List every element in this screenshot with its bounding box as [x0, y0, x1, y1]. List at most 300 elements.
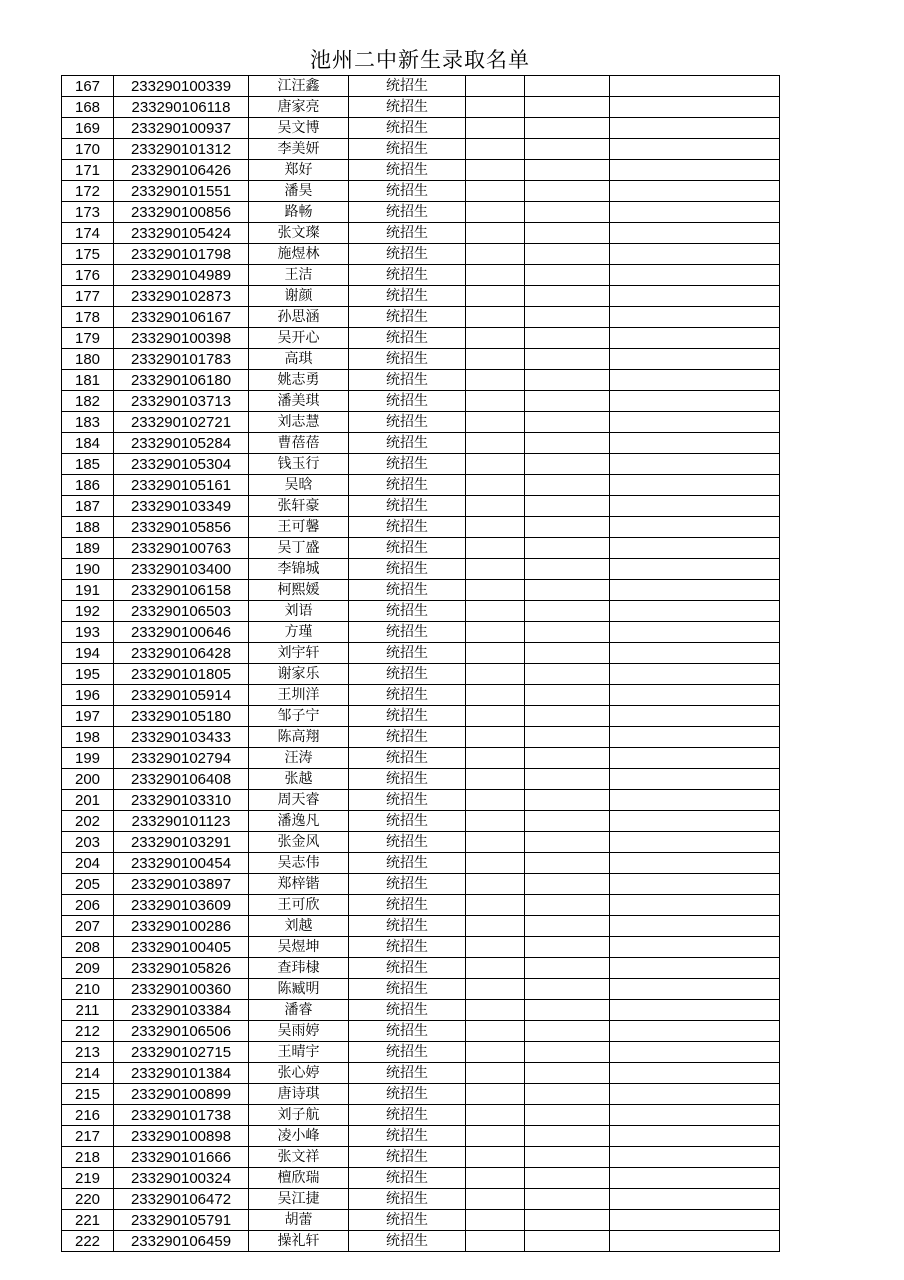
cell-seq: 185 — [62, 454, 114, 475]
cell-category: 统招生 — [349, 601, 466, 622]
cell-empty — [525, 811, 610, 832]
cell-seq: 187 — [62, 496, 114, 517]
cell-exam-number: 233290103310 — [114, 790, 249, 811]
cell-student-name: 李美妍 — [249, 139, 349, 160]
cell-empty — [525, 349, 610, 370]
cell-exam-number: 233290100937 — [114, 118, 249, 139]
cell-empty — [525, 685, 610, 706]
cell-student-name: 吴雨婷 — [249, 1021, 349, 1042]
cell-exam-number: 233290101312 — [114, 139, 249, 160]
cell-category: 统招生 — [349, 685, 466, 706]
cell-seq: 207 — [62, 916, 114, 937]
cell-student-name: 查玮棣 — [249, 958, 349, 979]
cell-exam-number: 233290103291 — [114, 832, 249, 853]
cell-category: 统招生 — [349, 853, 466, 874]
cell-empty — [466, 874, 525, 895]
cell-seq: 181 — [62, 370, 114, 391]
cell-empty — [610, 307, 780, 328]
cell-exam-number: 233290105914 — [114, 685, 249, 706]
cell-student-name: 张金风 — [249, 832, 349, 853]
cell-category: 统招生 — [349, 1147, 466, 1168]
table-row — [62, 601, 780, 622]
cell-student-name: 刘宇轩 — [249, 643, 349, 664]
cell-empty — [525, 76, 610, 97]
cell-exam-number: 233290101123 — [114, 811, 249, 832]
cell-empty — [466, 202, 525, 223]
table-row — [62, 706, 780, 727]
cell-empty — [466, 349, 525, 370]
cell-category: 统招生 — [349, 307, 466, 328]
cell-student-name: 钱玉行 — [249, 454, 349, 475]
cell-empty — [610, 1147, 780, 1168]
cell-empty — [466, 979, 525, 1000]
cell-exam-number: 233290105424 — [114, 223, 249, 244]
cell-empty — [525, 979, 610, 1000]
cell-empty — [525, 118, 610, 139]
cell-student-name: 刘子航 — [249, 1105, 349, 1126]
cell-empty — [610, 1105, 780, 1126]
cell-seq: 203 — [62, 832, 114, 853]
cell-exam-number: 233290105161 — [114, 475, 249, 496]
table-row — [62, 223, 780, 244]
table-row — [62, 1063, 780, 1084]
cell-seq: 197 — [62, 706, 114, 727]
cell-empty — [466, 97, 525, 118]
cell-category: 统招生 — [349, 202, 466, 223]
cell-empty — [466, 1210, 525, 1231]
cell-empty — [525, 601, 610, 622]
cell-empty — [525, 244, 610, 265]
cell-exam-number: 233290106428 — [114, 643, 249, 664]
table-row — [62, 1105, 780, 1126]
cell-exam-number: 233290102715 — [114, 1042, 249, 1063]
cell-student-name: 刘语 — [249, 601, 349, 622]
cell-seq: 212 — [62, 1021, 114, 1042]
cell-empty — [610, 790, 780, 811]
cell-category: 统招生 — [349, 349, 466, 370]
cell-category: 统招生 — [349, 160, 466, 181]
cell-category: 统招生 — [349, 433, 466, 454]
cell-empty — [466, 517, 525, 538]
cell-empty — [610, 1189, 780, 1210]
cell-exam-number: 233290106180 — [114, 370, 249, 391]
cell-empty — [610, 286, 780, 307]
cell-empty — [466, 454, 525, 475]
cell-category: 统招生 — [349, 538, 466, 559]
cell-empty — [610, 412, 780, 433]
table-row — [62, 811, 780, 832]
cell-exam-number: 233290101805 — [114, 664, 249, 685]
cell-empty — [610, 853, 780, 874]
cell-empty — [466, 139, 525, 160]
table-row — [62, 790, 780, 811]
cell-exam-number: 233290100286 — [114, 916, 249, 937]
table-row — [62, 328, 780, 349]
table-row — [62, 664, 780, 685]
cell-category: 统招生 — [349, 1084, 466, 1105]
cell-student-name: 方瑾 — [249, 622, 349, 643]
cell-empty — [610, 937, 780, 958]
cell-empty — [525, 202, 610, 223]
cell-student-name: 郑梓锴 — [249, 874, 349, 895]
cell-empty — [525, 916, 610, 937]
cell-empty — [525, 748, 610, 769]
cell-student-name: 唐家亮 — [249, 97, 349, 118]
cell-empty — [466, 580, 525, 601]
cell-exam-number: 233290106408 — [114, 769, 249, 790]
table-row — [62, 559, 780, 580]
cell-empty — [466, 160, 525, 181]
cell-empty — [610, 1168, 780, 1189]
cell-empty — [525, 496, 610, 517]
cell-student-name: 陈臧明 — [249, 979, 349, 1000]
table-row — [62, 685, 780, 706]
table-row — [62, 370, 780, 391]
cell-category: 统招生 — [349, 118, 466, 139]
cell-empty — [610, 1063, 780, 1084]
cell-student-name: 吴开心 — [249, 328, 349, 349]
cell-empty — [610, 76, 780, 97]
cell-seq: 173 — [62, 202, 114, 223]
cell-exam-number: 233290100398 — [114, 328, 249, 349]
cell-student-name: 张文祥 — [249, 1147, 349, 1168]
cell-empty — [466, 1231, 525, 1252]
cell-exam-number: 233290100646 — [114, 622, 249, 643]
cell-empty — [525, 1147, 610, 1168]
cell-exam-number: 233290100856 — [114, 202, 249, 223]
cell-category: 统招生 — [349, 1168, 466, 1189]
cell-empty — [610, 349, 780, 370]
table-row — [62, 727, 780, 748]
cell-category: 统招生 — [349, 1105, 466, 1126]
cell-seq: 176 — [62, 265, 114, 286]
table-row — [62, 1000, 780, 1021]
cell-empty — [610, 874, 780, 895]
cell-empty — [466, 1021, 525, 1042]
cell-empty — [610, 328, 780, 349]
cell-category: 统招生 — [349, 1021, 466, 1042]
cell-empty — [525, 769, 610, 790]
table-row — [62, 202, 780, 223]
cell-empty — [610, 979, 780, 1000]
table-row — [62, 643, 780, 664]
cell-empty — [466, 538, 525, 559]
cell-student-name: 王晴宇 — [249, 1042, 349, 1063]
table-row — [62, 979, 780, 1000]
cell-empty — [610, 580, 780, 601]
cell-category: 统招生 — [349, 643, 466, 664]
cell-seq: 195 — [62, 664, 114, 685]
cell-student-name: 凌小峰 — [249, 1126, 349, 1147]
cell-exam-number: 233290102794 — [114, 748, 249, 769]
table-row — [62, 832, 780, 853]
cell-empty — [610, 118, 780, 139]
cell-category: 统招生 — [349, 769, 466, 790]
cell-empty — [525, 223, 610, 244]
cell-empty — [466, 1042, 525, 1063]
cell-seq: 201 — [62, 790, 114, 811]
cell-empty — [466, 685, 525, 706]
cell-seq: 198 — [62, 727, 114, 748]
cell-seq: 218 — [62, 1147, 114, 1168]
cell-category: 统招生 — [349, 1189, 466, 1210]
cell-student-name: 张轩豪 — [249, 496, 349, 517]
cell-exam-number: 233290103713 — [114, 391, 249, 412]
cell-seq: 177 — [62, 286, 114, 307]
cell-category: 统招生 — [349, 937, 466, 958]
cell-seq: 216 — [62, 1105, 114, 1126]
cell-empty — [610, 727, 780, 748]
cell-empty — [466, 370, 525, 391]
cell-empty — [610, 538, 780, 559]
cell-seq: 200 — [62, 769, 114, 790]
cell-category: 统招生 — [349, 874, 466, 895]
cell-student-name: 潘昊 — [249, 181, 349, 202]
cell-seq: 206 — [62, 895, 114, 916]
cell-student-name: 陈高翔 — [249, 727, 349, 748]
cell-exam-number: 233290106503 — [114, 601, 249, 622]
cell-student-name: 潘逸凡 — [249, 811, 349, 832]
cell-student-name: 潘睿 — [249, 1000, 349, 1021]
cell-exam-number: 233290102873 — [114, 286, 249, 307]
cell-empty — [525, 937, 610, 958]
cell-empty — [525, 517, 610, 538]
cell-seq: 190 — [62, 559, 114, 580]
table-row — [62, 748, 780, 769]
cell-empty — [466, 559, 525, 580]
cell-category: 统招生 — [349, 370, 466, 391]
cell-seq: 211 — [62, 1000, 114, 1021]
cell-empty — [525, 1084, 610, 1105]
cell-student-name: 胡蕾 — [249, 1210, 349, 1231]
cell-empty — [525, 664, 610, 685]
cell-empty — [466, 937, 525, 958]
cell-empty — [525, 1105, 610, 1126]
cell-empty — [466, 286, 525, 307]
cell-empty — [610, 748, 780, 769]
cell-seq: 199 — [62, 748, 114, 769]
cell-seq: 213 — [62, 1042, 114, 1063]
cell-empty — [466, 895, 525, 916]
cell-empty — [525, 265, 610, 286]
cell-category: 统招生 — [349, 832, 466, 853]
cell-empty — [466, 748, 525, 769]
cell-seq: 175 — [62, 244, 114, 265]
cell-empty — [610, 202, 780, 223]
cell-category: 统招生 — [349, 244, 466, 265]
table-row — [62, 853, 780, 874]
cell-exam-number: 233290106506 — [114, 1021, 249, 1042]
cell-empty — [610, 181, 780, 202]
cell-seq: 220 — [62, 1189, 114, 1210]
cell-empty — [610, 559, 780, 580]
cell-exam-number: 233290105284 — [114, 433, 249, 454]
cell-seq: 215 — [62, 1084, 114, 1105]
cell-empty — [466, 1000, 525, 1021]
cell-student-name: 吴江捷 — [249, 1189, 349, 1210]
cell-student-name: 施煜林 — [249, 244, 349, 265]
cell-student-name: 吴煜坤 — [249, 937, 349, 958]
cell-exam-number: 233290103433 — [114, 727, 249, 748]
cell-empty — [610, 916, 780, 937]
table-row — [62, 286, 780, 307]
cell-category: 统招生 — [349, 559, 466, 580]
cell-exam-number: 233290101666 — [114, 1147, 249, 1168]
cell-seq: 179 — [62, 328, 114, 349]
cell-category: 统招生 — [349, 727, 466, 748]
cell-empty — [466, 496, 525, 517]
cell-category: 统招生 — [349, 1210, 466, 1231]
cell-empty — [466, 1189, 525, 1210]
cell-empty — [610, 769, 780, 790]
cell-exam-number: 233290105180 — [114, 706, 249, 727]
table-row — [62, 1147, 780, 1168]
cell-seq: 172 — [62, 181, 114, 202]
cell-exam-number: 233290100324 — [114, 1168, 249, 1189]
cell-exam-number: 233290105791 — [114, 1210, 249, 1231]
cell-empty — [610, 706, 780, 727]
cell-category: 统招生 — [349, 76, 466, 97]
cell-empty — [525, 160, 610, 181]
cell-empty — [466, 391, 525, 412]
cell-seq: 188 — [62, 517, 114, 538]
cell-student-name: 檀欣瑞 — [249, 1168, 349, 1189]
cell-empty — [525, 853, 610, 874]
cell-exam-number: 233290106459 — [114, 1231, 249, 1252]
cell-empty — [466, 790, 525, 811]
cell-student-name: 柯熙媛 — [249, 580, 349, 601]
cell-empty — [525, 1126, 610, 1147]
cell-category: 统招生 — [349, 979, 466, 1000]
cell-seq: 214 — [62, 1063, 114, 1084]
cell-empty — [525, 790, 610, 811]
cell-category: 统招生 — [349, 811, 466, 832]
cell-empty — [610, 958, 780, 979]
cell-student-name: 王圳洋 — [249, 685, 349, 706]
cell-student-name: 操礼轩 — [249, 1231, 349, 1252]
cell-empty — [525, 1231, 610, 1252]
cell-empty — [610, 454, 780, 475]
cell-category: 统招生 — [349, 1231, 466, 1252]
cell-exam-number: 233290100339 — [114, 76, 249, 97]
table-row — [62, 895, 780, 916]
cell-empty — [466, 1147, 525, 1168]
table-row — [62, 307, 780, 328]
cell-exam-number: 233290105856 — [114, 517, 249, 538]
cell-empty — [610, 97, 780, 118]
cell-empty — [525, 706, 610, 727]
cell-exam-number: 233290106158 — [114, 580, 249, 601]
cell-exam-number: 233290103349 — [114, 496, 249, 517]
cell-exam-number: 233290105304 — [114, 454, 249, 475]
table-row — [62, 958, 780, 979]
cell-seq: 170 — [62, 139, 114, 160]
cell-student-name: 路畅 — [249, 202, 349, 223]
cell-empty — [525, 139, 610, 160]
cell-empty — [525, 727, 610, 748]
cell-empty — [525, 1210, 610, 1231]
table-row — [62, 160, 780, 181]
cell-empty — [466, 412, 525, 433]
cell-seq: 189 — [62, 538, 114, 559]
cell-empty — [466, 664, 525, 685]
cell-empty — [466, 916, 525, 937]
cell-empty — [466, 223, 525, 244]
cell-empty — [466, 769, 525, 790]
cell-empty — [466, 853, 525, 874]
table-row — [62, 1231, 780, 1252]
table-row — [62, 412, 780, 433]
cell-empty — [610, 1126, 780, 1147]
table-row — [62, 433, 780, 454]
cell-seq: 168 — [62, 97, 114, 118]
cell-student-name: 谢家乐 — [249, 664, 349, 685]
cell-empty — [525, 832, 610, 853]
cell-empty — [525, 412, 610, 433]
cell-seq: 169 — [62, 118, 114, 139]
table-row — [62, 874, 780, 895]
cell-category: 统招生 — [349, 748, 466, 769]
cell-empty — [466, 706, 525, 727]
cell-empty — [610, 475, 780, 496]
cell-empty — [466, 475, 525, 496]
cell-exam-number: 233290101551 — [114, 181, 249, 202]
cell-category: 统招生 — [349, 97, 466, 118]
table-row — [62, 1210, 780, 1231]
table-row — [62, 1084, 780, 1105]
cell-empty — [466, 1063, 525, 1084]
cell-exam-number: 233290101798 — [114, 244, 249, 265]
cell-empty — [525, 895, 610, 916]
table-row — [62, 538, 780, 559]
table-row — [62, 517, 780, 538]
cell-empty — [610, 643, 780, 664]
table-row — [62, 769, 780, 790]
cell-student-name: 高琪 — [249, 349, 349, 370]
table-row — [62, 181, 780, 202]
cell-empty — [466, 958, 525, 979]
cell-empty — [525, 97, 610, 118]
cell-empty — [466, 832, 525, 853]
cell-empty — [466, 811, 525, 832]
cell-seq: 202 — [62, 811, 114, 832]
cell-student-name: 唐诗琪 — [249, 1084, 349, 1105]
cell-category: 统招生 — [349, 517, 466, 538]
table-row — [62, 244, 780, 265]
cell-student-name: 王可馨 — [249, 517, 349, 538]
cell-empty — [610, 895, 780, 916]
admission-table-body — [62, 76, 780, 1252]
cell-empty — [466, 118, 525, 139]
cell-empty — [610, 433, 780, 454]
cell-empty — [466, 1084, 525, 1105]
table-row — [62, 391, 780, 412]
cell-empty — [610, 1021, 780, 1042]
cell-exam-number: 233290103384 — [114, 1000, 249, 1021]
cell-empty — [610, 370, 780, 391]
cell-exam-number: 233290105826 — [114, 958, 249, 979]
cell-empty — [525, 643, 610, 664]
cell-category: 统招生 — [349, 664, 466, 685]
cell-empty — [466, 265, 525, 286]
cell-seq: 219 — [62, 1168, 114, 1189]
cell-category: 统招生 — [349, 454, 466, 475]
cell-empty — [610, 1231, 780, 1252]
cell-empty — [610, 811, 780, 832]
cell-empty — [466, 328, 525, 349]
cell-seq: 178 — [62, 307, 114, 328]
cell-exam-number: 233290102721 — [114, 412, 249, 433]
